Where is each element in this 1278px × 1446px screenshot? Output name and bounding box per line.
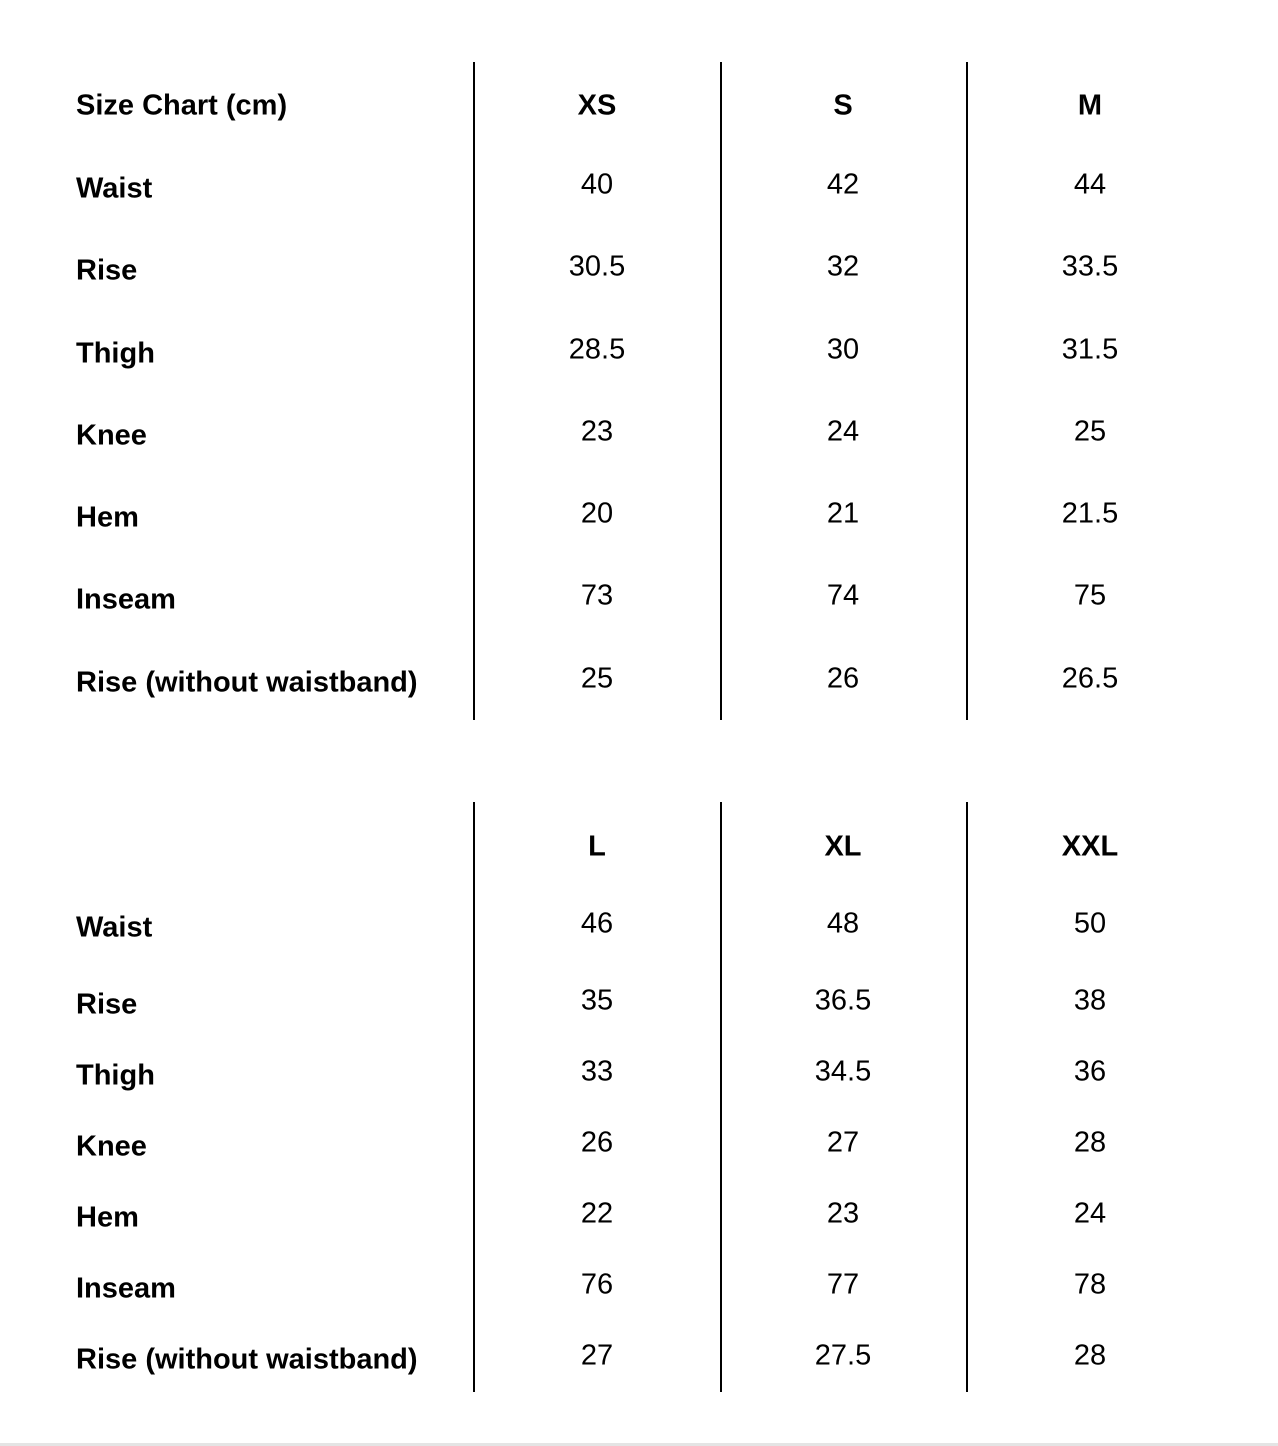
table-cell: 26 <box>580 1126 614 1159</box>
row-label: Rise <box>76 254 138 287</box>
table-cell: 32 <box>826 250 860 283</box>
table-cell: 33.5 <box>1061 250 1119 283</box>
table-cell: 22 <box>580 1197 614 1230</box>
row-label: Hem <box>76 501 139 534</box>
table-cell: 73 <box>580 579 614 612</box>
column-divider <box>966 62 968 720</box>
size-header: XL <box>824 830 862 863</box>
column-divider <box>473 62 475 720</box>
row-label: Knee <box>76 1130 147 1163</box>
size-header: XXL <box>1061 830 1119 863</box>
row-label: Rise <box>76 988 138 1021</box>
table-cell: 36 <box>1073 1055 1107 1088</box>
table-cell: 25 <box>580 662 614 695</box>
row-label: Waist <box>76 172 153 205</box>
table-cell: 28.5 <box>568 333 626 366</box>
row-label: Hem <box>76 1201 139 1234</box>
column-divider <box>720 802 722 1392</box>
size-header: XS <box>577 89 617 122</box>
table-cell: 26.5 <box>1061 662 1119 695</box>
table-cell: 28 <box>1073 1126 1107 1159</box>
row-label: Thigh <box>76 1059 155 1092</box>
table-cell: 34.5 <box>814 1055 872 1088</box>
column-divider <box>720 62 722 720</box>
size-header: L <box>588 830 606 863</box>
size-header: M <box>1077 89 1103 122</box>
size-header: S <box>833 89 853 122</box>
row-label: Inseam <box>76 1272 176 1305</box>
table-cell: 46 <box>580 907 614 940</box>
table-cell: 27 <box>580 1339 614 1372</box>
table-cell: 30.5 <box>568 250 626 283</box>
table-cell: 21 <box>826 497 860 530</box>
table-cell: 48 <box>826 907 860 940</box>
table-cell: 50 <box>1073 907 1107 940</box>
row-label: Thigh <box>76 337 155 370</box>
column-divider <box>966 802 968 1392</box>
table-cell: 20 <box>580 497 614 530</box>
table-cell: 27.5 <box>814 1339 872 1372</box>
table-cell: 33 <box>580 1055 614 1088</box>
table-cell: 76 <box>580 1268 614 1301</box>
column-divider <box>473 802 475 1392</box>
table-cell: 30 <box>826 333 860 366</box>
table-cell: 36.5 <box>814 984 872 1017</box>
table-cell: 42 <box>826 168 860 201</box>
table-cell: 26 <box>826 662 860 695</box>
table-cell: 27 <box>826 1126 860 1159</box>
table-cell: 23 <box>580 415 614 448</box>
table-cell: 35 <box>580 984 614 1017</box>
table-cell: 21.5 <box>1061 497 1119 530</box>
row-label: Rise (without waistband) <box>76 1343 418 1376</box>
table-cell: 44 <box>1073 168 1107 201</box>
table-cell: 77 <box>826 1268 860 1301</box>
table-cell: 78 <box>1073 1268 1107 1301</box>
table-cell: 28 <box>1073 1339 1107 1372</box>
row-label: Rise (without waistband) <box>76 666 418 699</box>
table-cell: 38 <box>1073 984 1107 1017</box>
size-chart-title: Size Chart (cm) <box>76 89 288 122</box>
table-cell: 31.5 <box>1061 333 1119 366</box>
row-label: Inseam <box>76 583 176 616</box>
table-cell: 24 <box>1073 1197 1107 1230</box>
table-cell: 75 <box>1073 579 1107 612</box>
table-cell: 24 <box>826 415 860 448</box>
table-cell: 40 <box>580 168 614 201</box>
table-cell: 23 <box>826 1197 860 1230</box>
table-cell: 74 <box>826 579 860 612</box>
table-cell: 25 <box>1073 415 1107 448</box>
row-label: Waist <box>76 911 153 944</box>
row-label: Knee <box>76 419 147 452</box>
